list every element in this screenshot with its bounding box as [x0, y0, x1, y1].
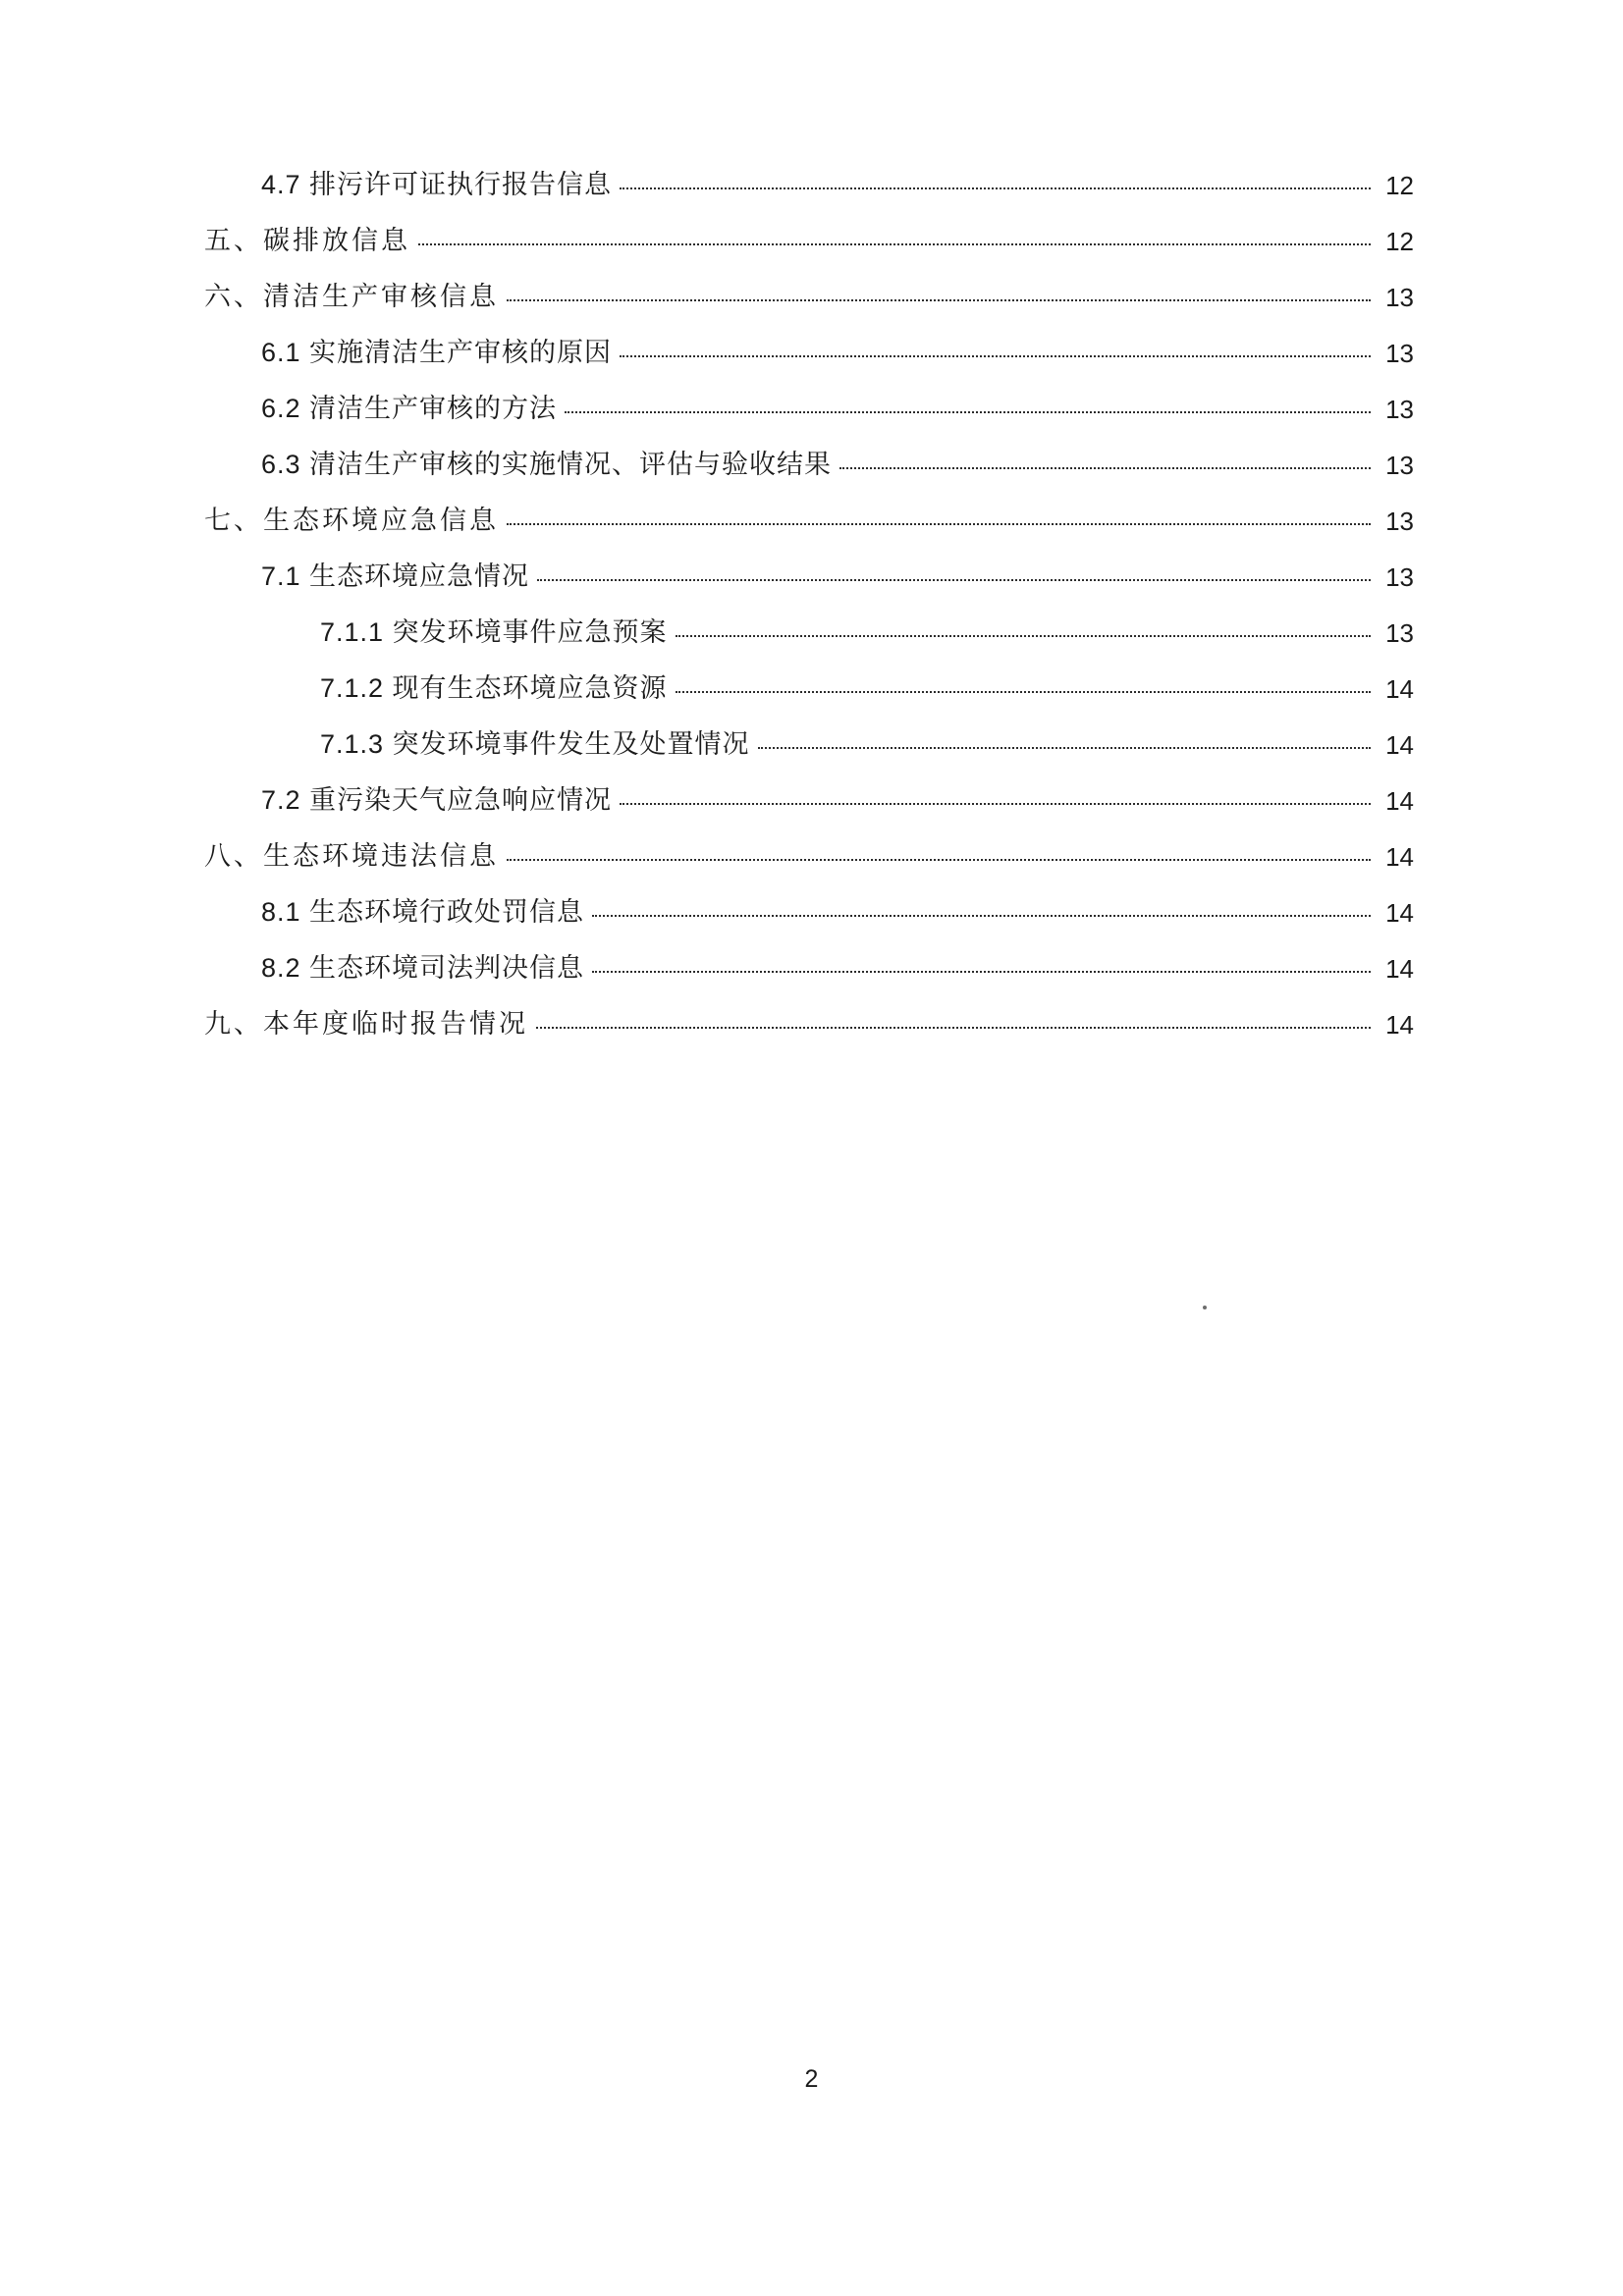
toc-leader-dots [620, 802, 1371, 805]
toc-leader-dots [676, 634, 1371, 637]
toc-entry-page-number: 12 [1385, 171, 1414, 200]
toc-entry-page-number: 14 [1385, 1010, 1414, 1040]
toc-entry[interactable] [320, 619, 1414, 646]
stray-ink-mark [1203, 1306, 1207, 1309]
toc-entry-label: 7.1.3 突发环境事件发生及处置情况 [320, 729, 750, 759]
toc-leader-dots [620, 354, 1371, 357]
toc-entry-label: 6.3 清洁生产审核的实施情况、评估与验收结果 [261, 450, 833, 479]
toc-leader-dots [507, 298, 1371, 301]
toc-entry[interactable] [204, 507, 1414, 534]
toc-entry-page-number: 14 [1385, 730, 1414, 760]
toc-leader-dots [536, 1026, 1371, 1029]
toc-entry[interactable] [204, 228, 1414, 254]
toc-leader-dots [592, 970, 1371, 973]
toc-entry-page-number: 14 [1385, 842, 1414, 872]
toc-entry-label: 4.7 排污许可证执行报告信息 [261, 170, 613, 199]
toc-leader-dots [839, 466, 1371, 469]
toc-entry[interactable] [261, 396, 1414, 422]
toc-entry-label: 7.1.2 现有生态环境应急资源 [320, 673, 668, 703]
toc-entry-label: 八、生态环境违法信息 [204, 841, 499, 871]
toc-leader-dots [507, 858, 1371, 861]
toc-entry-page-number: 13 [1385, 618, 1414, 648]
toc-entry-page-number: 14 [1385, 898, 1414, 928]
toc-entry-label: 7.1 生态环境应急情况 [261, 561, 530, 591]
toc-entry-label: 九、本年度临时报告情况 [204, 1009, 528, 1039]
toc-entry-label: 6.1 实施清洁生产审核的原因 [261, 338, 613, 367]
toc-entry-label: 6.2 清洁生产审核的方法 [261, 394, 558, 423]
toc-entry[interactable] [320, 731, 1414, 758]
toc-leader-dots [565, 410, 1371, 413]
toc-entry-label: 8.1 生态环境行政处罚信息 [261, 897, 585, 927]
table-of-contents [204, 172, 1414, 1067]
toc-entry-label: 7.1.1 突发环境事件应急预案 [320, 617, 668, 647]
page-number-footer: 2 [804, 2065, 819, 2093]
toc-leader-dots [507, 522, 1371, 525]
toc-entry-page-number: 13 [1385, 507, 1414, 536]
toc-entry-page-number: 12 [1385, 227, 1414, 256]
toc-entry-page-number: 13 [1385, 283, 1414, 312]
toc-entry[interactable] [261, 563, 1414, 590]
toc-entry[interactable] [261, 452, 1414, 478]
toc-leader-dots [537, 578, 1371, 581]
toc-entry-page-number: 13 [1385, 451, 1414, 480]
toc-entry[interactable] [204, 843, 1414, 870]
toc-entry[interactable] [320, 675, 1414, 702]
toc-entry[interactable] [261, 899, 1414, 926]
toc-entry-label: 五、碳排放信息 [204, 226, 410, 255]
toc-entry[interactable] [204, 284, 1414, 310]
toc-entry-page-number: 13 [1385, 395, 1414, 424]
toc-entry[interactable] [261, 340, 1414, 366]
toc-leader-dots [592, 914, 1371, 917]
toc-leader-dots [620, 187, 1371, 189]
toc-entry-label: 六、清洁生产审核信息 [204, 282, 499, 311]
toc-entry[interactable] [261, 172, 1414, 198]
toc-leader-dots [418, 242, 1371, 245]
toc-entry-page-number: 14 [1385, 786, 1414, 816]
toc-entry[interactable] [261, 955, 1414, 982]
toc-entry-label: 8.2 生态环境司法判决信息 [261, 953, 585, 983]
toc-entry-page-number: 13 [1385, 562, 1414, 592]
toc-leader-dots [676, 690, 1371, 693]
toc-entry-label: 七、生态环境应急信息 [204, 506, 499, 535]
toc-entry-label: 7.2 重污染天气应急响应情况 [261, 785, 613, 815]
toc-entry[interactable] [204, 1011, 1414, 1038]
toc-entry[interactable] [261, 787, 1414, 814]
toc-leader-dots [758, 746, 1371, 749]
toc-entry-page-number: 14 [1385, 954, 1414, 984]
toc-entry-page-number: 14 [1385, 674, 1414, 704]
toc-entry-page-number: 13 [1385, 339, 1414, 368]
